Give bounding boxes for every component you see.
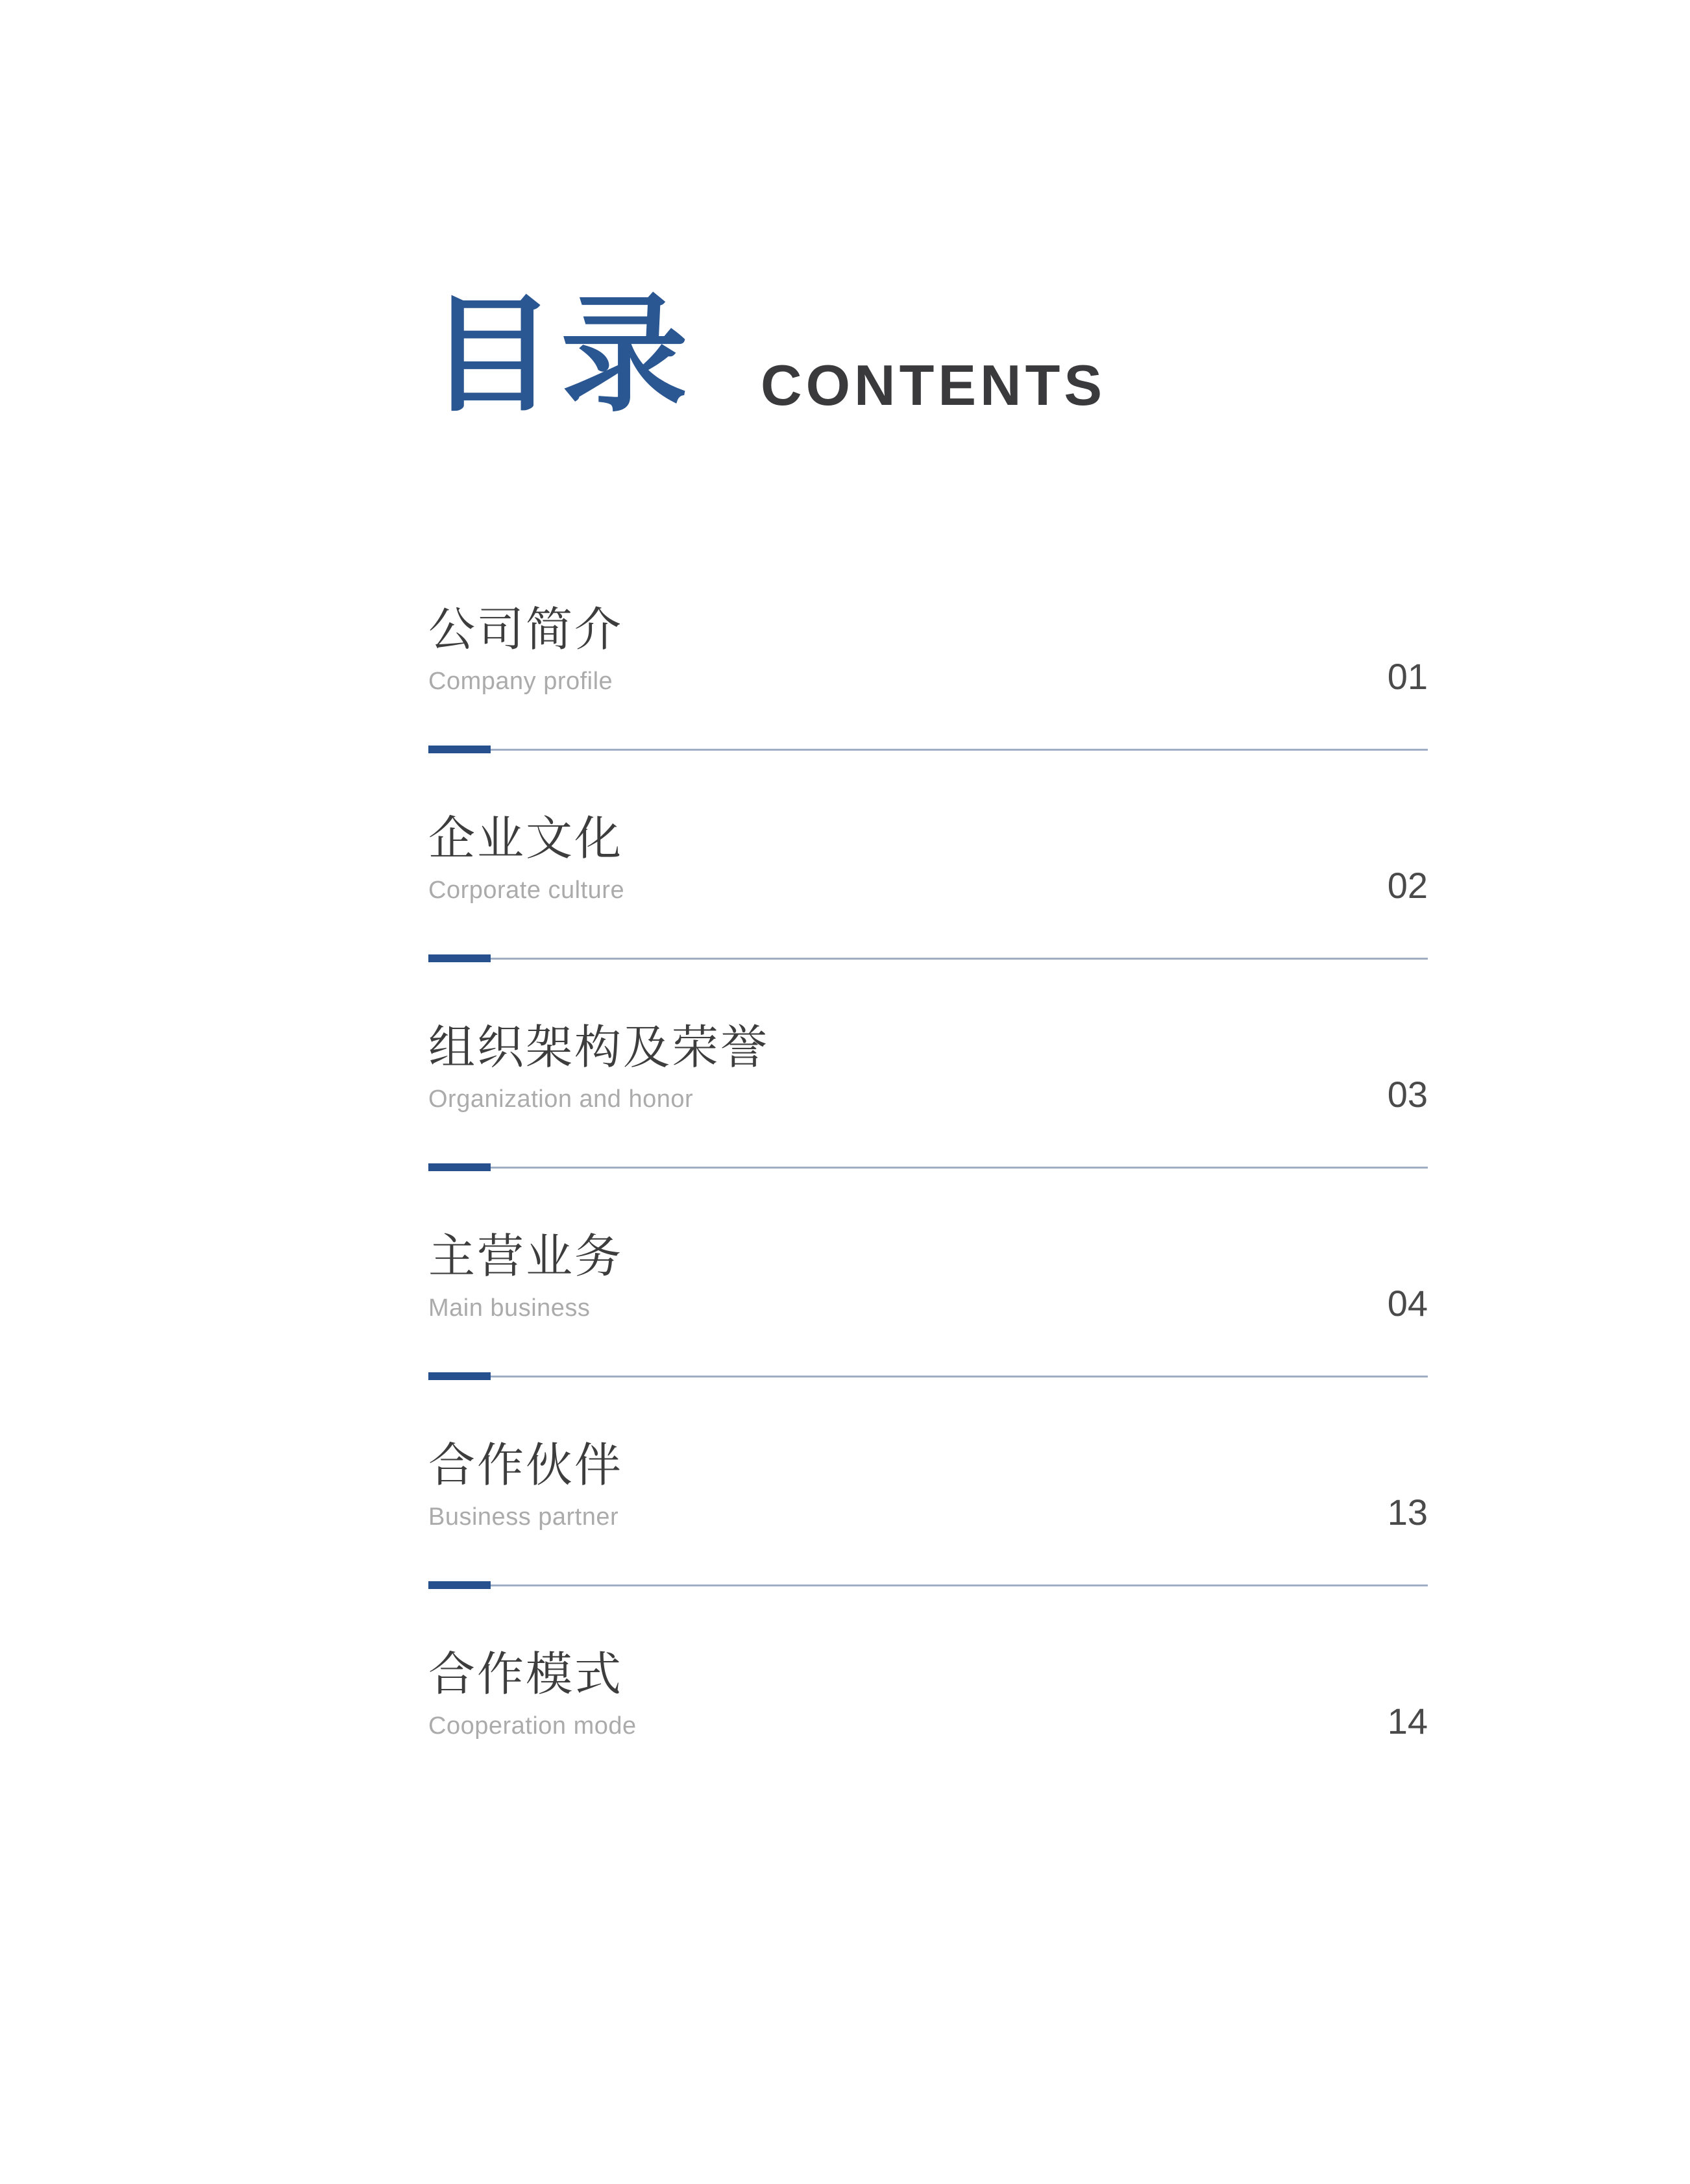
toc-item-divider bbox=[428, 1163, 1428, 1171]
toc-item-title-en: Organization and honor bbox=[428, 1086, 694, 1113]
toc-item-title-en: Corporate culture bbox=[428, 877, 625, 904]
toc-item-title-en: Main business bbox=[428, 1294, 591, 1322]
divider-accent-bar bbox=[428, 954, 491, 962]
toc-item-title-zh: 企业文化 bbox=[428, 813, 624, 865]
toc-item-organization-honor bbox=[428, 1022, 1428, 1171]
toc-item-divider bbox=[428, 1372, 1428, 1380]
toc-item-title-en: Cooperation mode bbox=[428, 1712, 637, 1740]
toc-item-page-number: 14 bbox=[1387, 1701, 1428, 1741]
toc-item-company-profile bbox=[428, 604, 1428, 753]
divider-line bbox=[491, 958, 1428, 960]
divider-line bbox=[491, 1167, 1428, 1169]
toc-item-page-number: 04 bbox=[1387, 1283, 1428, 1324]
page-title bbox=[428, 284, 1107, 426]
toc-item-corporate-culture bbox=[428, 813, 1428, 962]
toc-item-title-en: Business partner bbox=[428, 1503, 619, 1531]
toc-item-title-en: Company profile bbox=[428, 668, 613, 695]
toc-item-title-zh: 合作模式 bbox=[428, 1649, 624, 1701]
toc-item-divider bbox=[428, 746, 1428, 753]
divider-accent-bar bbox=[428, 1163, 491, 1171]
divider-line bbox=[491, 749, 1428, 751]
divider-line bbox=[491, 1584, 1428, 1586]
toc-item-title-zh: 组织架构及荣誉 bbox=[428, 1022, 770, 1074]
divider-line bbox=[491, 1376, 1428, 1377]
toc-item-page-number: 01 bbox=[1387, 656, 1428, 697]
toc-item-main-business bbox=[428, 1233, 1428, 1380]
divider-accent-bar bbox=[428, 746, 491, 753]
toc-item-title-zh: 主营业务 bbox=[428, 1231, 624, 1283]
toc-item-divider bbox=[428, 1581, 1428, 1589]
toc-list bbox=[428, 604, 1428, 1745]
toc-item-cooperation-mode bbox=[428, 1651, 1428, 1745]
page-title-en: CONTENTS bbox=[761, 352, 1107, 417]
toc-item-page-number: 02 bbox=[1387, 865, 1428, 906]
toc-item-title-zh: 公司简介 bbox=[428, 604, 624, 656]
page-title-zh: 目录 bbox=[428, 284, 694, 426]
toc-item-page-number: 03 bbox=[1387, 1074, 1428, 1115]
toc-item-page-number: 13 bbox=[1387, 1492, 1428, 1533]
toc-item-title-zh: 合作伙伴 bbox=[428, 1440, 624, 1492]
divider-accent-bar bbox=[428, 1372, 491, 1380]
divider-accent-bar bbox=[428, 1581, 491, 1589]
toc-item-business-partner bbox=[428, 1442, 1428, 1589]
toc-item-divider bbox=[428, 954, 1428, 962]
